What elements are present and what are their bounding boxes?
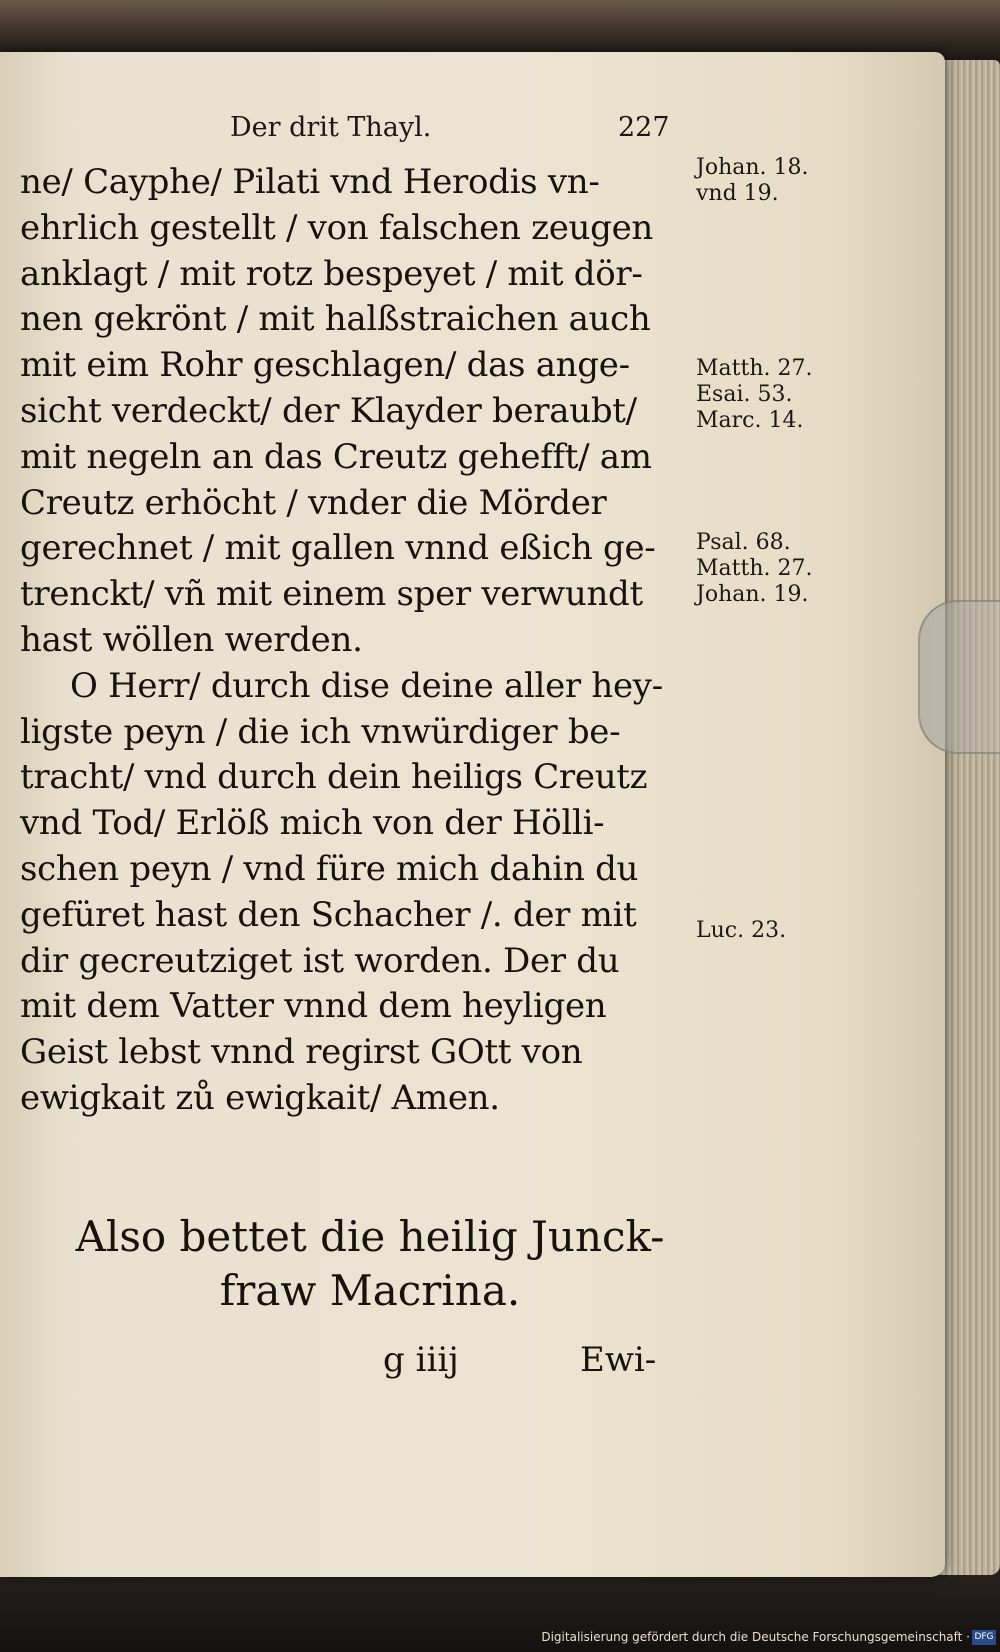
text-line: ewigkait zů ewigkait/ Amen. (20, 1077, 500, 1118)
closing-line: Also bettet die heilig Junck- (75, 1212, 665, 1261)
text-line: tracht/ vnd durch dein heiligs Creutz (20, 757, 648, 798)
text-line: O Herr/ durch dise deine aller hey- (70, 665, 663, 706)
margin-note: Psal. 68. Matth. 27. Johan. 19. (696, 530, 813, 607)
text-line: schen peyn / vnd füre mich dahin du (20, 848, 639, 889)
text-line: ne/ Cayphe/ Pilati vnd Herodis vn- (20, 162, 600, 202)
page-header (0, 112, 945, 152)
text-line: hast wöllen werden. (20, 619, 363, 660)
digitization-credit: Digitalisierung gefördert durch die Deutsche Forschungsgemeinschaft · (541, 1630, 970, 1644)
text-line: gefüret hast den Schacher /. der mit (20, 894, 637, 935)
closing-line: fraw Macrina. (219, 1266, 521, 1315)
text-line: ehrlich gestellt / von falschen zeugen (20, 207, 654, 248)
text-line: gerechnet / mit gallen vnnd eßich ge- (20, 528, 656, 569)
text-line: trenckt/ vñ mit einem sper verwundt (20, 574, 643, 615)
page-number: 227 (618, 112, 670, 143)
text-line: mit negeln an das Creutz gehefft/ am (20, 436, 652, 477)
body-text (20, 160, 680, 1122)
text-line: anklagt / mit rotz bespeyet / mit dör- (20, 253, 643, 294)
text-line: ligste peyn / die ich vnwürdiger be- (20, 711, 621, 752)
signature-mark: g iiij (383, 1340, 459, 1380)
margin-note: Luc. 23. (696, 918, 787, 943)
running-head: Der drit Thayl. (230, 112, 432, 143)
text-line: Geist lebst vnnd regirst GOtt von (20, 1032, 583, 1073)
text-line: nen gekrönt / mit halßstraichen auch (20, 299, 651, 340)
text-line: vnd Tod/ Erlöß mich von der Hölli- (20, 803, 605, 844)
bookmark-clip (918, 600, 1000, 754)
dfg-logo: DFG (972, 1630, 996, 1645)
text-line: Creutz erhöcht / vnder die Mörder (20, 482, 607, 523)
closing-heading (40, 1210, 700, 1318)
scan-background-top (0, 0, 1000, 60)
page-footer (0, 1340, 945, 1390)
text-line: dir gecreutziget ist worden. Der du (20, 940, 620, 981)
text-line: mit eim Rohr geschlagen/ das ange- (20, 345, 630, 386)
margin-note: Matth. 27. Esai. 53. Marc. 14. (696, 356, 813, 433)
catchword: Ewi- (580, 1340, 657, 1380)
margin-note: Johan. 18. vnd 19. (696, 155, 809, 206)
text-line: sicht verdeckt/ der Klayder beraubt/ (20, 390, 637, 431)
text-line: mit dem Vatter vnnd dem heyligen (20, 986, 607, 1027)
